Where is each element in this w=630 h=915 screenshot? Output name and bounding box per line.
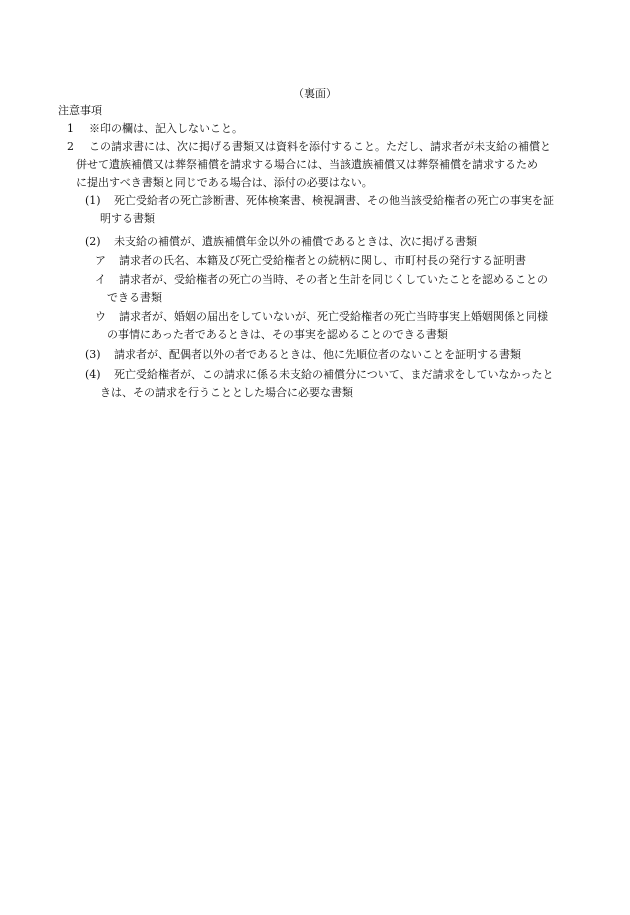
page-side-label	[0, 85, 630, 103]
sub-3-number: (3)	[85, 348, 101, 361]
sub-i-number: イ	[95, 273, 106, 286]
sub-i-line-2: できる書類	[107, 291, 162, 304]
sub-3-line-1: 請求者が、配偶者以外の者であるときは、他に先順位者のないことを証明する書類	[114, 348, 521, 361]
sub-u-line-2: の事情にあった者であるときは、その事実を認めることのできる書類	[107, 328, 448, 341]
sub-1-line-1: 死亡受給者の死亡診断書、死体検案書、検視調書、その他当該受給権者の死亡の事実を証	[114, 194, 554, 207]
sub-4-line-2: きは、その請求を行うこととした場合に必要な書類	[100, 386, 353, 399]
item-1-number: 1	[67, 122, 74, 135]
item-1-text: ※印の欄は、記入しないこと。	[89, 122, 243, 135]
page-side-label-text: （裏面）	[293, 87, 337, 100]
section-title: 注意事項	[58, 104, 102, 117]
sub-1-line-2: 明する書類	[100, 212, 155, 225]
item-2-line-1: この請求書には、次に掲げる書類又は資料を添付すること。ただし、請求者が未支給の補償と	[89, 140, 551, 153]
sub-4-number: (4)	[85, 368, 101, 381]
sub-2-line-1: 未支給の補償が、遺族補償年金以外の補償であるときは、次に掲げる書類	[114, 235, 477, 248]
sub-a-line-1: 請求者の氏名、本籍及び死亡受給権者との続柄に関し、市町村長の発行する証明書	[119, 254, 526, 267]
sub-2-number: (2)	[85, 235, 101, 248]
sub-u-number: ウ	[95, 310, 106, 323]
sub-4-line-1: 死亡受給権者が、この請求に係る未支給の補償分について、まだ請求をしていなかったと	[114, 368, 554, 381]
item-2-number: 2	[67, 140, 74, 153]
sub-i-line-1: 請求者が、受給権者の死亡の当時、その者と生計を同じくしていたことを認めることの	[119, 273, 548, 286]
item-2-line-2: 併せて遺族補償又は葬祭補償を請求する場合には、当該遺族補償又は葬祭補償を請求するため	[76, 158, 538, 171]
item-2-line-3: に提出すべき書類と同じである場合は、添付の必要はない。	[76, 176, 373, 189]
sub-u-line-1: 請求者が、婚姻の届出をしていないが、死亡受給権者の死亡当時事実上婚姻関係と同様	[119, 310, 548, 323]
sub-a-number: ア	[95, 254, 106, 267]
sub-1-number: (1)	[85, 194, 101, 207]
